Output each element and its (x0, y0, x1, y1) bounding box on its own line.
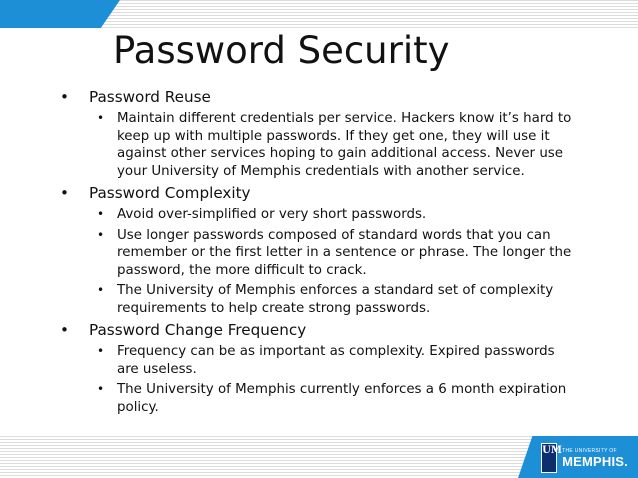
item-text: Maintain different credentials per service. Hackers know it’s hard to keep up with multiple passwords. If they get one, they will use it against other services hoping to gain additional access. Never use your University of Memphis credentials with another service. (117, 111, 572, 179)
bullet-dot: • (97, 227, 105, 242)
item-text: Use longer passwords composed of standard words that you can remember or the first letter in a sentence or phrase. The longer the password, the more difficult to crack. (117, 227, 572, 278)
section-heading: Password Complexity (89, 184, 251, 202)
item-text: The University of Memphis currently enforces a 6 month expiration policy. (117, 382, 567, 415)
list-item (97, 206, 580, 224)
bullet-dot: • (60, 88, 69, 106)
bullet-dot: • (97, 283, 105, 297)
list-item (97, 282, 580, 317)
logo-big-text: MEMPHIS. (562, 453, 628, 469)
section-heading: Password Reuse (89, 88, 211, 106)
bullet-dot: • (97, 382, 105, 396)
section-password-reuse (60, 88, 580, 107)
item-text: The University of Memphis enforces a standard set of complexity requirements to help create strong passwords. (117, 283, 554, 316)
bullet-dot: • (97, 344, 105, 358)
bullet-list (60, 84, 580, 416)
list-item (97, 343, 580, 378)
logo-wordmark (562, 448, 628, 469)
bullet-dot: • (60, 321, 69, 339)
bullet-dot: • (60, 184, 69, 202)
um-logo-mark: UM (541, 443, 557, 473)
section-password-change-frequency (60, 321, 580, 340)
list-item (97, 227, 580, 280)
university-logo (541, 443, 628, 473)
item-text: Avoid over-simplified or very short passwords. (117, 207, 427, 222)
bullet-dot: • (97, 207, 105, 221)
bullet-dot: • (97, 111, 105, 125)
logo-small-text: THE UNIVERSITY OF (562, 447, 617, 454)
slide-title: Password Security (113, 29, 450, 72)
list-item (97, 381, 580, 416)
item-text: Frequency can be as important as complexity. Expired passwords are useless. (117, 344, 555, 377)
section-heading: Password Change Frequency (89, 321, 307, 339)
list-item (97, 110, 580, 180)
top-accent-shape (0, 0, 120, 28)
section-password-complexity (60, 184, 580, 203)
